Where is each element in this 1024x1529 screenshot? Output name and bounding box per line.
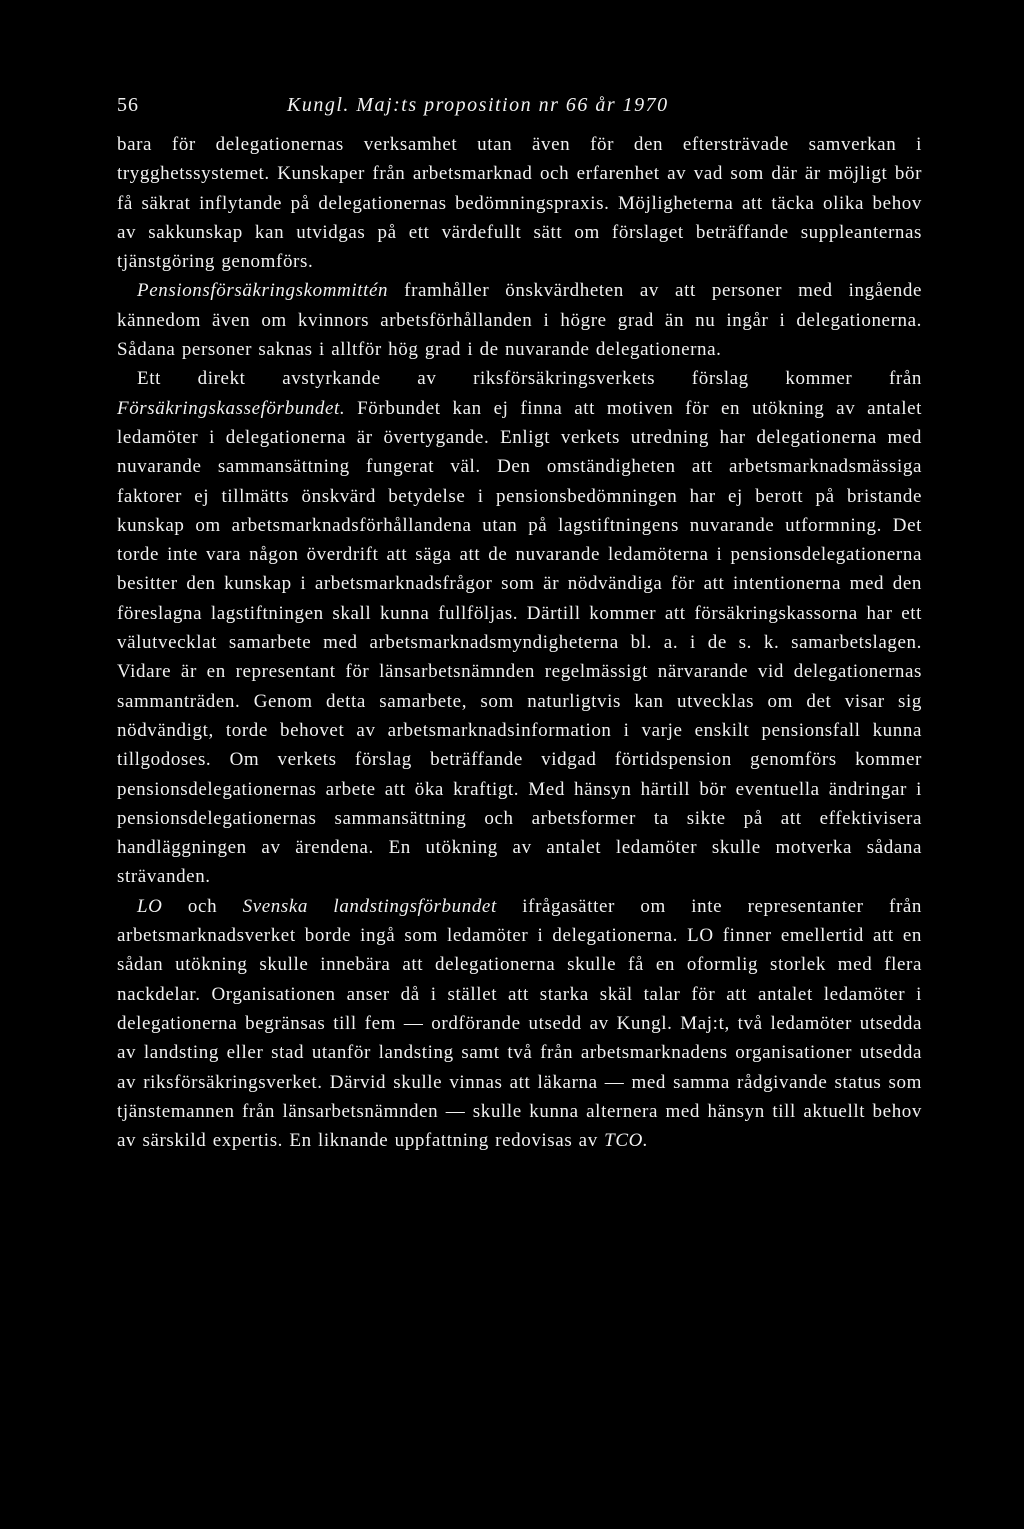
page-number: 56 [117,94,139,116]
page-header [117,88,922,122]
paragraph-4-conjunction: och [162,895,243,917]
paragraph-4-text: ifrågasätter om inte representanter från arbetsmarknadsverket borde ingå som ledamöter i delegationerna. LO finner emellertid att en sådan utökning skulle innebära att delegationerna skulle få en oformlig storlek med flera nackdelar. Organisationen anser då i stället att starka skäl talar för att antalet ledamöter i delegationerna begränsas till fem — ordförande utsedd av Kungl. Maj:t, två ledamöter utsedda av landsting eller stad utanför landsting samt två från arbetsmarknadens organisationer utsedda av riksförsäkringsverket. Därvid skulle vinnas att läkarna — med samma rådgivande status som tjänstemannen från länsarbetsnämnden — skulle kunna alternera med hänsyn till aktuellt behov av särskild expertis. En liknande uppfattning redovisas av [117,895,923,1152]
paragraph-1-text: bara för delegationernas verksamhet utan även för den eftersträvade samverkan i trygghetssystemet. Kunskaper från arbetsmarknad och erfarenhet av vad som där är möjligt bör få säkrat inflytande på delegationernas bedömningspraxis. Möjligheterna att täcka olika behov av sakkunskap kan utvidgas på ett värdefullt sätt om förslaget beträffande suppleanternas tjänstgöring genomförs. [117,134,922,273]
paragraph-2-text: framhåller önskvärdheten av att personer med ingående kännedom även om kvinnors arbetsförhållanden i högre grad än nu ingår i delegationerna. Sådana personer saknas i alltför hög grad i de nuvarande delegationerna. [117,280,922,361]
paragraph-4 [117,892,922,1156]
paragraph-3-text: Förbundet kan ej finna att motiven för en utökning av antalet ledamöter i delegationerna är övertygande. Enligt verkets utredning har delegationerna med nuvarande sammansättning fungerat väl. Den omständigheten att arbetsmarknadsmässiga faktorer ej tillmätts önskvärd betydelse i pensionsbedömningen har ej berott på bristande kunskap om arbetsmarknadsförhållandena utan på lagstiftningens nuvarande utformning. Det torde inte vara någon överdrift att säga att de nuvarande ledamöterna i pensionsdelegationerna besitter den kunskap i arbetsmarknadsfrågor som är nödvändiga för att intentionerna med den föreslagna lagstiftningen skall kunna fullföljas. Därtill kommer att försäkringskassorna har ett välutvecklat samarbete med arbetsmarknadsmyndigheterna bl. a. i de s. k. samarbetslagen. Vidare är en representant för länsarbetsnämnden regelmässigt närvarande vid delegationernas sammanträden. Genom detta samarbete, som naturligtvis kan utvecklas om det visar sig nödvändigt, torde behovet av arbetsmarknadsinformation i varje enskilt pensionsfall kunna tillgodoses. Om verkets förslag beträffande vidgad förtidspension genomförs kommer pensionsdelegationernas arbete att öka kraftigt. Med hänsyn härtill bör eventuella ändringar i pensionsdelegationernas sammansättning och arbetsformer ta sikte på att effektivisera handläggningen av ärendena. En utökning av antalet ledamöter skulle motverka sådana strävanden. [117,397,922,888]
body-text [117,130,922,1155]
document-page [117,88,922,1155]
paragraph-1 [117,130,922,276]
paragraph-2 [117,276,922,364]
organisation-lo: LO [137,895,163,917]
organisation-landstingsforbundet: Svenska landstingsförbundet [242,895,497,917]
organisation-tco: TCO. [604,1130,649,1152]
committee-name: Pensionsförsäkringskommittén [137,280,389,302]
paragraph-3 [117,364,922,891]
running-title: Kungl. Maj:ts proposition nr 66 år 1970 [287,94,669,116]
federation-name: Försäkringskasseförbundet. [117,397,346,419]
paragraph-3-intro: Ett direkt avstyrkande av riksförsäkringsverkets förslag kommer från [137,368,922,390]
